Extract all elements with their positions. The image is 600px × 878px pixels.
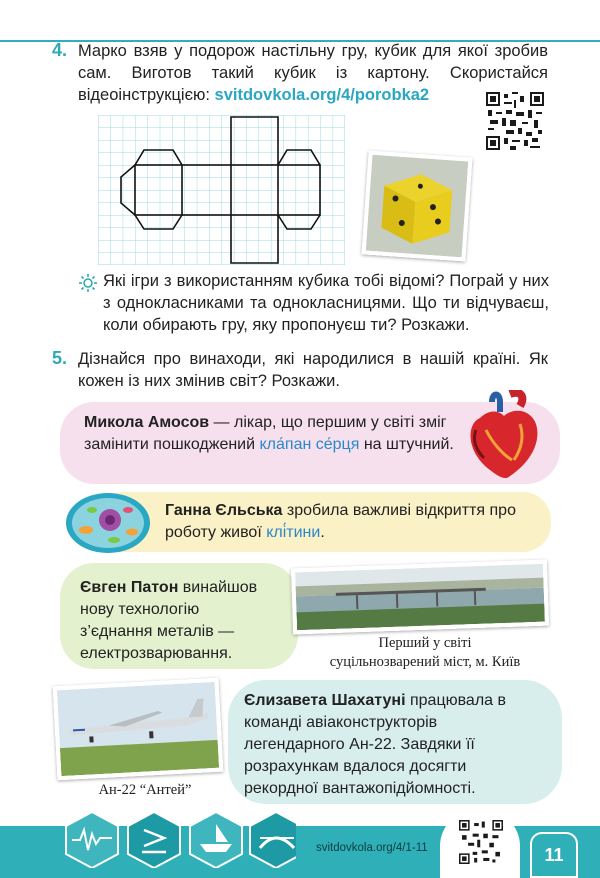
bridge-photo	[291, 560, 549, 635]
yellow-dice-photo	[361, 150, 472, 261]
plane-caption: Ан-22 “Антей”	[98, 782, 192, 798]
amosov-desc: — лікар, що першим у світі зміг замінити пошкоджений	[84, 414, 447, 453]
bridge-caption-line1: Перший у світі	[378, 635, 472, 651]
amosov-name: Микола Амосов	[84, 414, 210, 431]
question-text: Які ігри з використанням кубика тобі відомі? Пограй у них з однокласниками та однокласницями. Що ти відчуваєш, коли обирають гру, яку пропонуєш ти? Розкажи.	[103, 272, 549, 334]
card-elska	[95, 492, 551, 552]
footer-icon-row	[56, 808, 296, 873]
task-5-number: 5.	[52, 348, 68, 368]
cell-icon	[64, 490, 152, 561]
card-shakhatuni	[228, 680, 562, 804]
paton-name: Євген Патон	[80, 579, 179, 596]
task-4-text	[78, 40, 548, 106]
cube-net-grid	[98, 115, 345, 270]
paton-desc: винайшов нову технологію з’єднання металів — електрозварювання.	[80, 579, 258, 662]
qr-code-top[interactable]	[486, 92, 544, 150]
card-paton	[60, 563, 298, 669]
elska-name: Ганна Єльська	[165, 502, 283, 519]
elska-desc: зробила важливі відкриття про роботу живої	[165, 502, 516, 541]
task-4-number: 4.	[52, 40, 68, 60]
amosov-desc-end: на штучний.	[359, 436, 454, 453]
footer-url[interactable]: svitdovkola.org/4/1-11	[316, 842, 428, 854]
heart-icon	[462, 390, 548, 487]
bridge-caption-line2: суцільнозварений міст, м. Київ	[329, 654, 521, 670]
task-4-body: Марко взяв у подорож настільну гру, кубик для якої зробив сам. Виготов такий кубик із картону. Скористайся відеоінструкцією:	[78, 42, 548, 104]
page-number: 11	[530, 832, 578, 878]
card-paton-text	[80, 577, 260, 665]
shakhatuni-name: Єлизавета Шахатуні	[244, 692, 406, 709]
task-5-text: Дізнайся про винаходи, які народилися в нашій країні. Як кожен із них змінив світ? Розкажи.	[78, 350, 548, 390]
video-instruction-link[interactable]: svitdovkola.org/4/porobka2	[214, 86, 430, 104]
plane-photo	[53, 678, 224, 781]
qr-code-footer[interactable]	[459, 820, 503, 864]
card-amosov-text	[84, 412, 476, 456]
heart-valve-term[interactable]: кла́пан се́рця	[259, 436, 360, 453]
cell-term[interactable]: клі́тини	[266, 524, 321, 541]
bridge-caption	[300, 634, 550, 672]
card-shakhatuni-text	[244, 690, 534, 800]
shakhatuni-desc: працювала в команді авіаконструкторів легендарного Ан-22. Завдяки її розрахункам вдалося досягти рекордної вантажопідйомності.	[244, 692, 506, 797]
elska-desc-end: .	[320, 524, 325, 541]
sun-icon	[78, 273, 98, 298]
card-elska-text	[165, 500, 535, 544]
